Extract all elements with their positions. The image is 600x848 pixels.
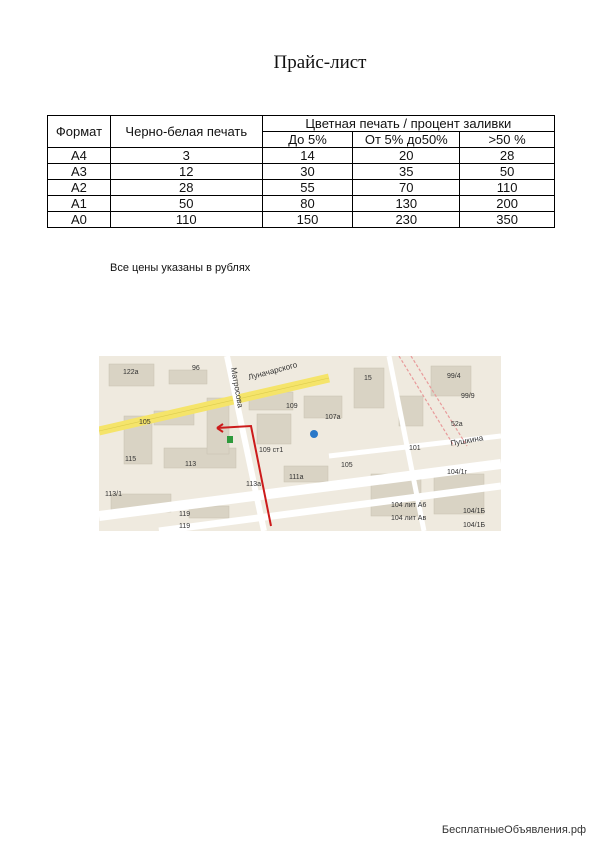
cell-bw: 50 xyxy=(110,196,262,212)
map-label: 113а xyxy=(246,481,262,488)
header-color-high: >50 % xyxy=(460,132,555,148)
map-label: 99/4 xyxy=(447,373,461,380)
cell-format: A3 xyxy=(48,164,111,180)
cell-color-high: 200 xyxy=(460,196,555,212)
header-format: Формат xyxy=(48,116,111,148)
map-label: 104 лит А6 xyxy=(391,502,427,509)
cell-format: A0 xyxy=(48,212,111,228)
cell-color-high: 350 xyxy=(460,212,555,228)
map-label: 101 xyxy=(409,445,421,452)
header-color: Цветная печать / процент заливки xyxy=(262,116,554,132)
cell-format: A1 xyxy=(48,196,111,212)
map-label: 105 xyxy=(341,462,353,469)
street-matrosova: Матросова xyxy=(229,366,245,409)
map-label: 104/1Б xyxy=(463,522,486,529)
street-pushkina: Пушкина xyxy=(449,433,484,448)
cell-color-high: 110 xyxy=(460,180,555,196)
map-label: 115 xyxy=(125,456,137,463)
map-label: 109 xyxy=(286,403,298,410)
header-color-low: До 5% xyxy=(262,132,353,148)
table-row xyxy=(48,212,555,228)
map-label: 99/9 xyxy=(461,393,475,400)
cell-color-low: 55 xyxy=(262,180,353,196)
table-row xyxy=(48,180,555,196)
destination-marker-icon xyxy=(227,436,233,443)
cell-color-mid: 70 xyxy=(353,180,460,196)
cell-format: A4 xyxy=(48,148,111,164)
page-title: Прайс-лист xyxy=(273,52,367,73)
map-label: 119 xyxy=(179,523,191,530)
table-row xyxy=(48,148,555,164)
map-label: 104/1Б xyxy=(463,508,486,515)
cell-color-low: 80 xyxy=(262,196,353,212)
header-color-mid: От 5% до50% xyxy=(353,132,460,148)
map-label: 113 xyxy=(185,461,197,468)
cell-color-mid: 20 xyxy=(353,148,460,164)
map-label: 52а xyxy=(451,421,463,428)
site-watermark: БесплатныеОбъявления.рф xyxy=(441,824,586,836)
map-label: 15 xyxy=(364,375,372,382)
currency-note: Все цены указаны в рублях xyxy=(110,262,251,274)
cell-color-mid: 230 xyxy=(353,212,460,228)
cell-color-mid: 130 xyxy=(353,196,460,212)
cell-color-mid: 35 xyxy=(353,164,460,180)
table-row xyxy=(48,164,555,180)
cell-color-low: 150 xyxy=(262,212,353,228)
cell-bw: 28 xyxy=(110,180,262,196)
map-label: 105 xyxy=(139,419,151,426)
map-label: 122а xyxy=(123,369,139,376)
map-label: 113/1 xyxy=(105,491,122,498)
location-map[interactable] xyxy=(99,356,501,531)
map-label: 104 лит Ав xyxy=(391,515,427,522)
cell-color-high: 28 xyxy=(460,148,555,164)
price-table xyxy=(47,115,555,228)
table-row xyxy=(48,196,555,212)
street-lunacharskogo: Луначарского xyxy=(247,360,299,382)
map-label: 107а xyxy=(325,414,341,421)
map-label: 96 xyxy=(192,365,200,372)
map-label: 109 ст1 xyxy=(259,447,284,454)
header-bw: Черно-белая печать xyxy=(110,116,262,148)
cell-format: A2 xyxy=(48,180,111,196)
cell-bw: 110 xyxy=(110,212,262,228)
cell-color-low: 30 xyxy=(262,164,353,180)
cell-bw: 12 xyxy=(110,164,262,180)
cell-color-high: 50 xyxy=(460,164,555,180)
cell-color-low: 14 xyxy=(262,148,353,164)
table-header-row xyxy=(48,116,555,132)
school-icon xyxy=(310,430,318,438)
map-label: 111а xyxy=(289,474,304,481)
map-label: 104/1г xyxy=(447,469,468,476)
map-canvas xyxy=(99,356,501,531)
map-label: 119 xyxy=(179,511,191,518)
cell-bw: 3 xyxy=(110,148,262,164)
